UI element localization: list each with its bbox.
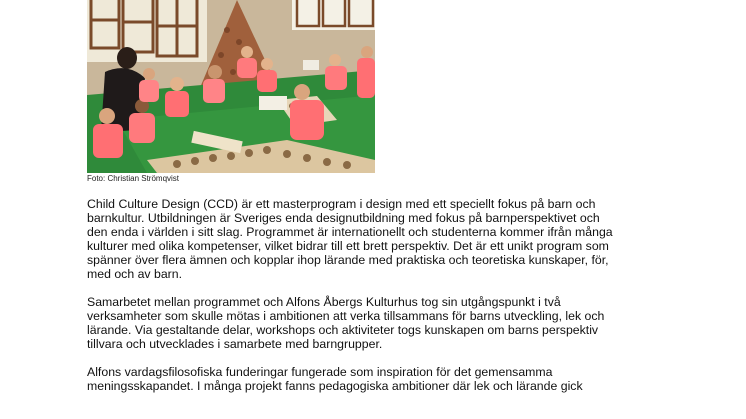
text-line: meningsskapandet. I många projekt fanns pedagogiska ambitioner där lek och lärande gick — [87, 379, 583, 393]
text-line: Alfons vardagsfilosofiska funderingar fungerade som inspiration för det gemensamma — [87, 365, 553, 379]
article-body — [87, 197, 687, 407]
text-line: tillvara och utvecklades i samarbete med barngrupper. — [87, 337, 383, 351]
text-line: lärande. Via gestaltande delar, workshops och aktiviteter togs kunskapen om barns perspektiv — [87, 323, 599, 337]
text-line: Samarbetet mellan programmet och Alfons Åbergs Kulturhus tog sin utgångspunkt i två — [87, 295, 561, 309]
paragraph-1 — [87, 197, 687, 281]
photo-caption: Foto: Christian Strömqvist — [87, 174, 180, 183]
paragraph-3 — [87, 365, 687, 393]
classroom-photo — [87, 0, 375, 173]
text-line: spänner över flera ämnen och kopplar ihop lärande med praktiska och teoretiska kunskaper, för, — [87, 253, 609, 267]
text-line: kulturer med olika kompetenser, vilket bidrar till ett brett perspektiv. Det är ett unikt program som — [87, 239, 609, 253]
text-line: den enda i världen i sitt slag. Programmet är internationellt och studenterna kommer ifrån många — [87, 225, 613, 239]
text-line: verksamheter som skulle mötas i ambitionen att verka tillsammans för barns utveckling, lek och — [87, 309, 605, 323]
photo-illustration — [87, 0, 375, 173]
paragraph-2 — [87, 295, 687, 351]
text-line: med och av barn. — [87, 267, 183, 281]
text-line: Child Culture Design (CCD) är ett masterprogram i design med ett speciellt fokus på barn och — [87, 197, 596, 211]
text-line: barnkultur. Utbildningen är Sveriges enda designutbildning med fokus på barnperspektivet och — [87, 211, 600, 225]
